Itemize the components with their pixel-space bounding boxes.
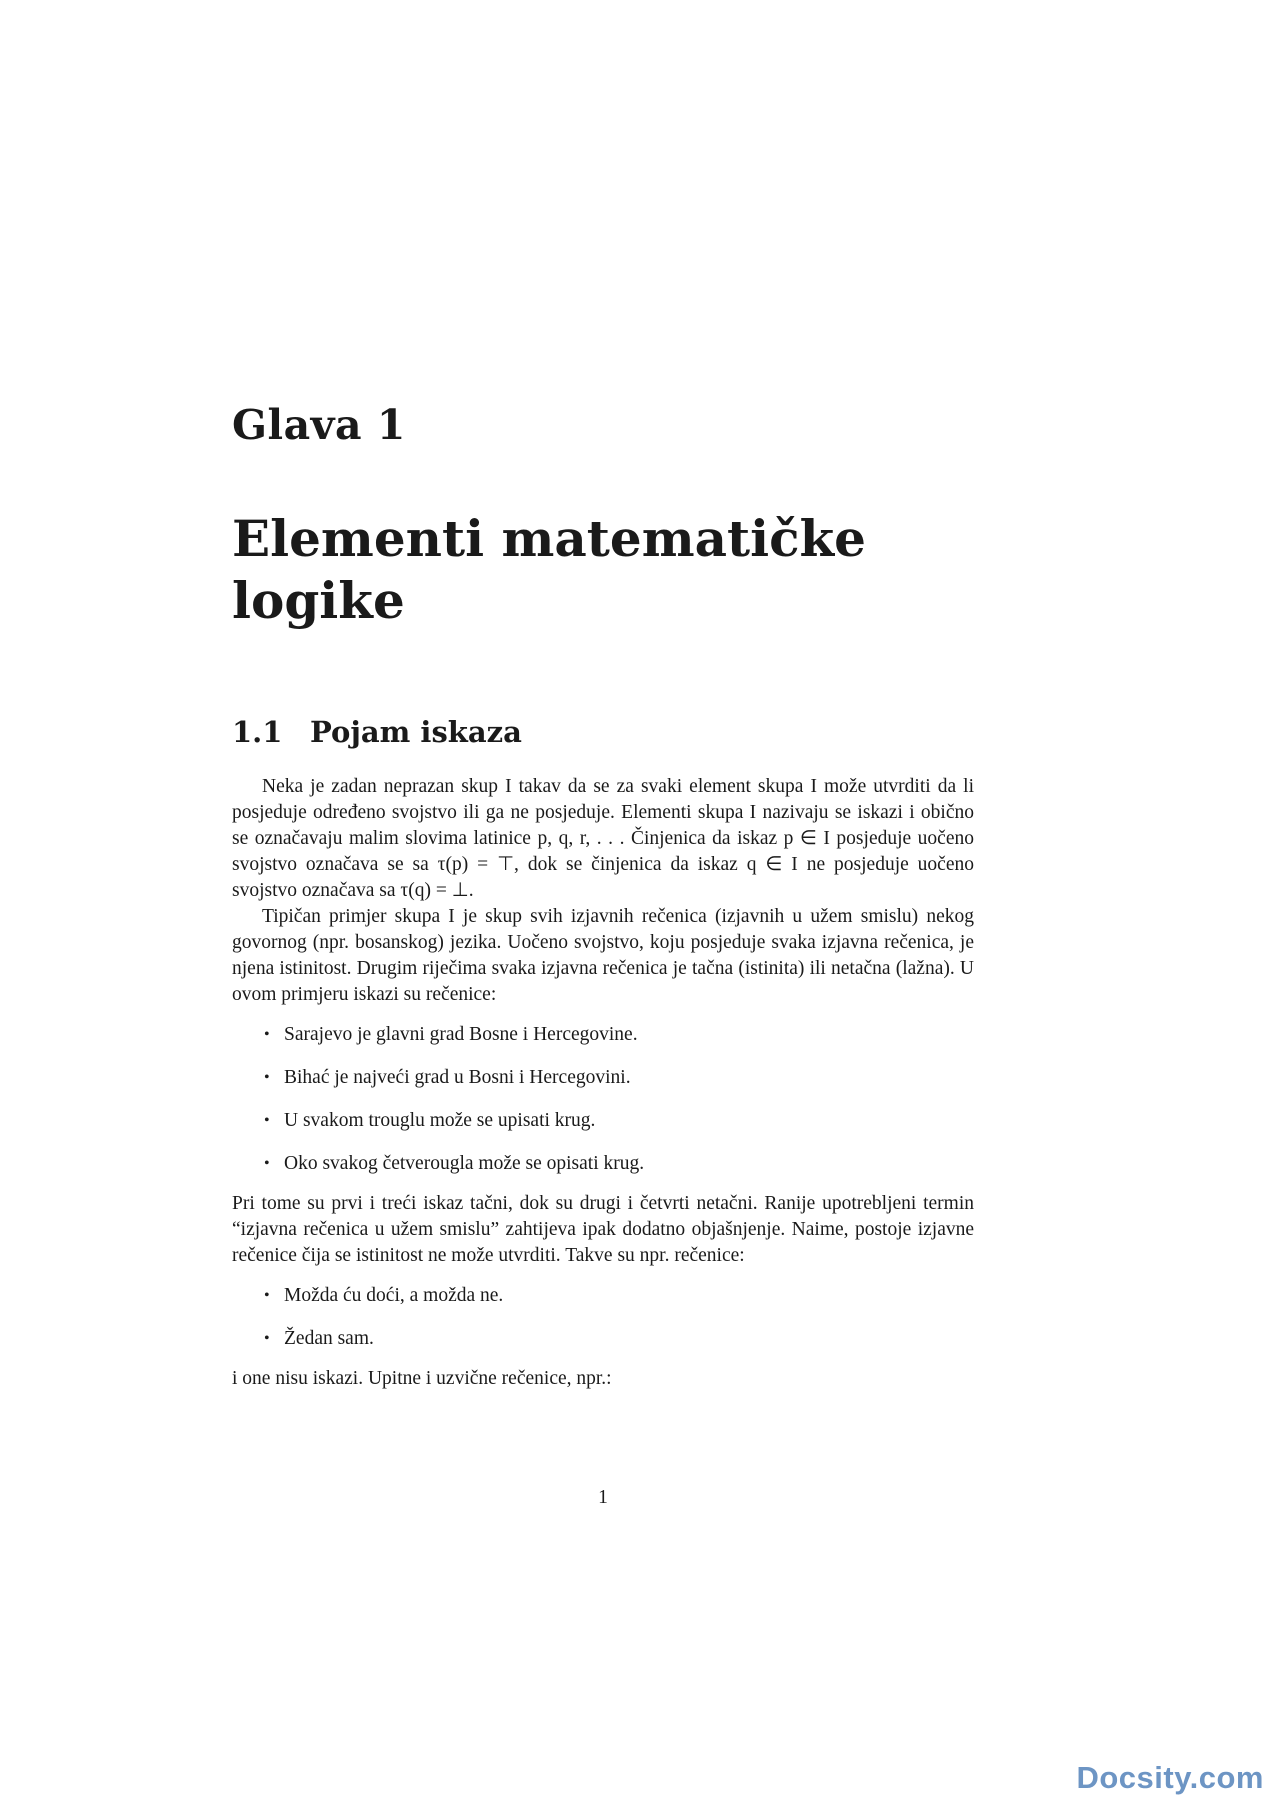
docsity-watermark[interactable]: Docsity.com [1076,1760,1264,1795]
list-item-text: Žedan sam. [284,1328,374,1349]
list-item-text: Sarajevo je glavni grad Bosne i Hercegovine. [284,1024,638,1045]
bullet-icon: • [264,1287,270,1304]
bullet-icon: • [264,1112,270,1129]
list-item-text: Oko svakog četverougla može se opisati krug. [284,1153,645,1174]
bullet-icon: • [264,1155,270,1172]
paragraph: i one nisu iskazi. Upitne i uzvične rečenice, npr.: [232,1368,612,1389]
list-item [264,1108,974,1134]
paragraph: Tipičan primjer skupa I je skup svih izjavnih rečenica (izjavnih u užem smislu) nekog govornog (npr. bosanskog) jezika. Uočeno svojstvo, koju posjeduje svaka izjavna rečenica, je njena istinitost. Drugim riječima svaka izjavna rečenica je tačna (istinita) ili netačna (lažna). U ovom primjeru iskazi su rečenice: [232,906,974,1005]
list-item-text: Možda ću doći, a možda ne. [284,1285,504,1306]
chapter-title: Elementi matematičke logike [232,509,866,630]
list-item [264,1065,974,1091]
body-text [232,774,974,1392]
sentence-list [232,1283,974,1352]
bullet-icon: • [264,1069,270,1086]
list-item-text: U svakom trouglu može se upisati krug. [284,1110,596,1131]
paragraph: Pri tome su prvi i treći iskaz tačni, dok su drugi i četvrti netačni. Ranije upotrebljeni termin “izjavna rečenica u užem smislu” zahtijeva ipak dodatno objašnjenje. Naime, postoje izjavne rečenice čija se istinitost ne može utvrditi. Takve su npr. rečenice: [232,1193,974,1266]
document-page [232,0,974,1811]
page-number: 1 [598,1487,608,1508]
chapter-label: Glava 1 [232,401,406,449]
list-item-text: Bihać je najveći grad u Bosni i Hercegovini. [284,1067,631,1088]
list-item [264,1283,974,1309]
bullet-icon: • [264,1026,270,1043]
statement-list [232,1022,974,1177]
section-number: 1.1 [232,715,283,749]
section-title: Pojam iskaza [310,715,522,749]
bullet-icon: • [264,1330,270,1347]
paragraph: Neka je zadan neprazan skup I takav da se za svaki element skupa I može utvrditi da li posjeduje određeno svojstvo ili ga ne posjeduje. Elementi skupa I nazivaju se iskazi i obično se označavaju malim slovima latinice p, q, r, . . . Činjenica da iskaz p ∈ I posjeduje uočeno svojstvo označava se sa τ(p) = ⊤, dok se činjenica da iskaz q ∈ I ne posjeduje uočeno svojstvo označava sa τ(q) = ⊥. [232,776,974,901]
list-item [264,1022,974,1048]
list-item [264,1326,974,1352]
list-item [264,1151,974,1177]
section-heading [232,715,522,749]
